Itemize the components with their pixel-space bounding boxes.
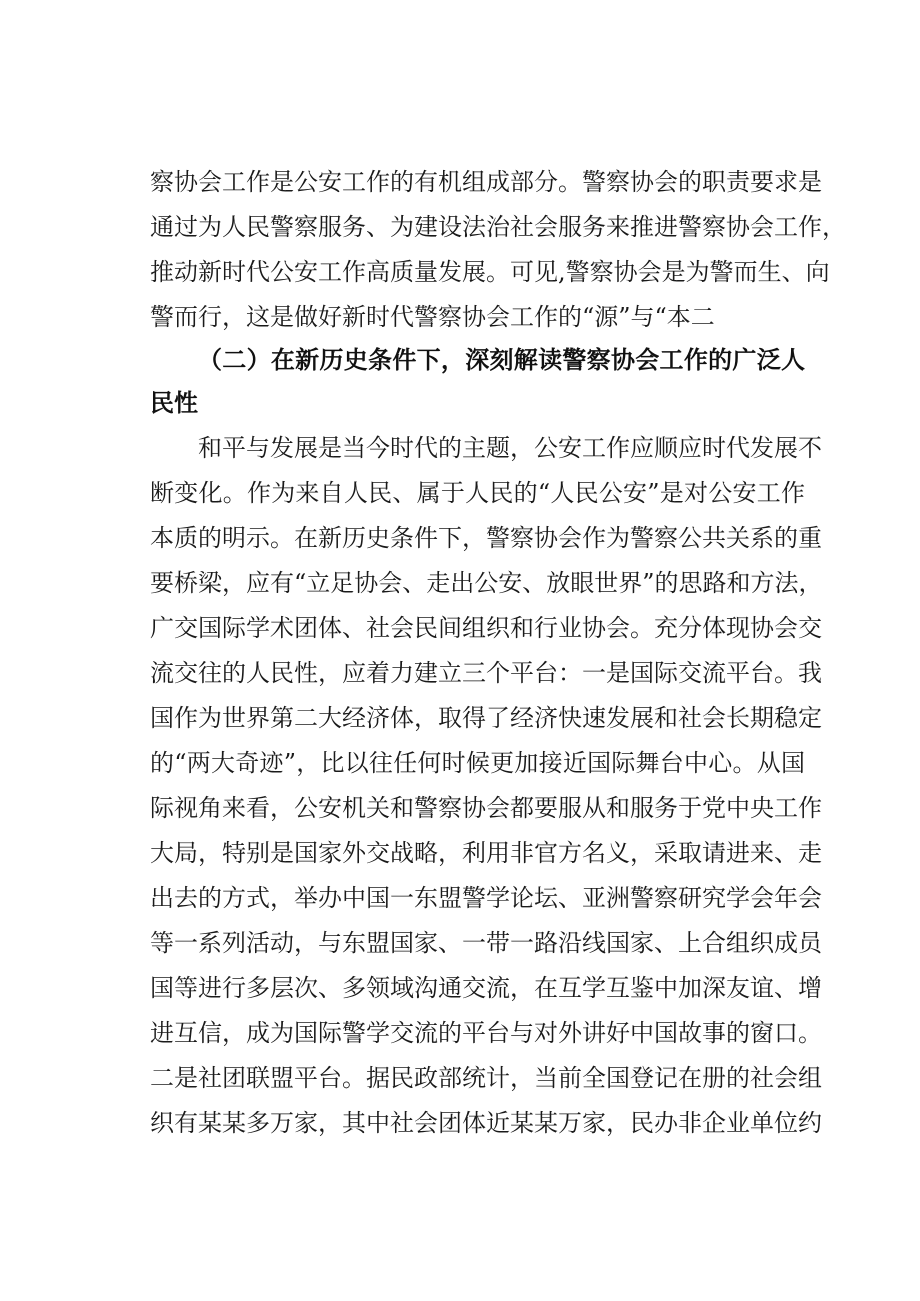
paragraph-1-line-1: 察协会工作是公安工作的有机组成部分。警察协会的职责要求是	[150, 168, 822, 196]
paragraph-1-line-3: 推动新时代公安工作高质量发展。可见,警察协会是为警而生、向	[150, 258, 830, 286]
paragraph-1-line-2: 通过为人民警察服务、为建设法治社会服务来推进警察协会工作，	[150, 213, 846, 241]
section-heading-line-1: （二）在新历史条件下，深刻解读警察协会工作的广泛人	[198, 346, 805, 374]
paragraph-2-line-11: 出去的方式，举办中国一东盟警学论坛、亚洲警察研究学会年会	[150, 884, 822, 912]
paragraph-2-line-16: 织有某某多万家，其中社会团体近某某万家，民办非企业单位约	[150, 1109, 822, 1137]
paragraph-2-line-14: 进互信，成为国际警学交流的平台与对外讲好中国故事的窗口。	[150, 1019, 822, 1047]
paragraph-2-line-9: 际视角来看，公安机关和警察协会都要服从和服务于党中央工作	[150, 794, 822, 822]
paragraph-2-line-13: 国等进行多层次、多领域沟通交流，在互学互鉴中加深友谊、增	[150, 974, 822, 1002]
paragraph-2-line-4: 要桥梁，应有“立足协会、走出公安、放眼世界”的思路和方法，	[150, 569, 823, 597]
paragraph-1-line-4: 警而行，这是做好新时代警察协会工作的“源”与“本二	[150, 303, 715, 331]
paragraph-2-line-15: 二是社团联盟平台。据民政部统计，当前全国登记在册的社会组	[150, 1064, 822, 1092]
paragraph-2-line-7: 国作为世界第二大经济体，取得了经济快速发展和社会长期稳定	[150, 704, 822, 732]
paragraph-2-line-2: 断变化。作为来自人民、属于人民的“人民公安”是对公安工作	[150, 479, 805, 507]
section-heading-line-2: 民性	[150, 389, 198, 417]
paragraph-2-line-5: 广交国际学术团体、社会民间组织和行业协会。充分体现协会交	[150, 614, 822, 642]
paragraph-2-line-12: 等一系列活动，与东盟国家、一带一路沿线国家、上合组织成员	[150, 929, 822, 957]
paragraph-2-line-10: 大局，特别是国家外交战略，利用非官方名义，采取请进来、走	[150, 839, 822, 867]
paragraph-2-line-3: 本质的明示。在新历史条件下，警察协会作为警察公共关系的重	[150, 524, 822, 552]
paragraph-2-line-8: 的“两大奇迹”，比以往任何时候更加接近国际舞台中心。从国	[150, 749, 805, 777]
paragraph-2-line-1: 和平与发展是当今时代的主题，公安工作应顺应时代发展不	[198, 434, 822, 462]
paragraph-2-line-6: 流交往的人民性，应着力建立三个平台：一是国际交流平台。我	[150, 659, 822, 687]
